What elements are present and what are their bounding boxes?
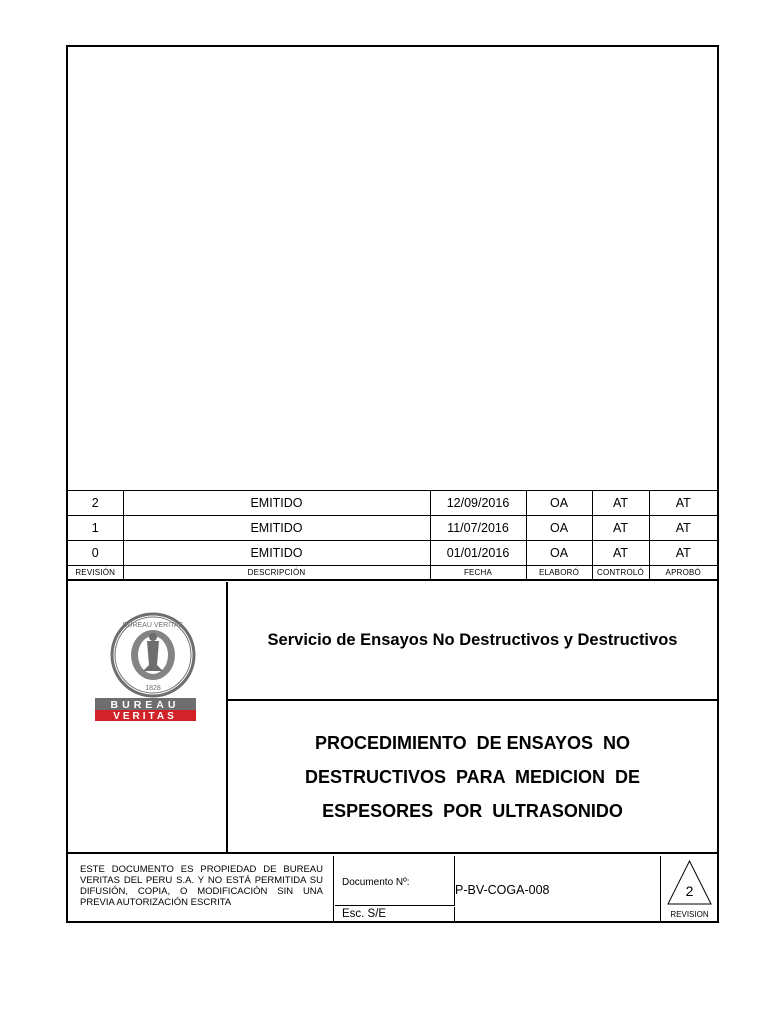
rev-elaboro: OA [526,516,592,541]
rev-elaboro: OA [526,491,592,516]
triangle-icon [667,860,712,908]
rev-aprobo: AT [649,491,717,516]
rev-description: EMITIDO [123,541,430,566]
scale-label: Esc. S/E [335,907,455,923]
rev-description: EMITIDO [123,491,430,516]
document-number-label: Documento Nº: [335,856,455,906]
rev-number: 0 [68,541,123,566]
procedure-line-1: PROCEDIMIENTO DE ENSAYOS NO [314,732,631,753]
rev-controlo: AT [592,516,649,541]
header-revision: REVISIÓN [68,566,123,581]
procedure-line-2: DESTRUCTIVOS PARA MEDICION DE [304,766,641,787]
title-block [68,582,717,856]
rev-controlo: AT [592,491,649,516]
rev-date: 11/07/2016 [430,516,526,541]
document-code: P-BV-COGA-008 [455,883,550,897]
logo-word-bureau: BUREAU [110,699,180,711]
rev-number: 2 [68,491,123,516]
bureau-veritas-logo [68,582,226,852]
rev-date: 12/09/2016 [430,491,526,516]
header-elaboro: ELABORÓ [526,566,592,581]
header-description: DESCRIPCIÓN [123,566,430,581]
procedure-line-3: ESPESORES POR ULTRASONIDO [322,800,623,821]
table-row [68,491,717,516]
table-header-row [68,566,717,581]
revision-number: 2 [685,883,694,899]
revision-label: REVISION [670,910,709,919]
header-date: FECHA [430,566,526,581]
property-notice: ESTE DOCUMENTO ES PROPIEDAD DE BUREAU VERITAS DEL PERU S.A. Y NO ESTÁ PERMITIDA SU DIFUSIÓN, COPIA, O MODIFICACIÓN SIN UNA PREVIA AUTORIZACIÓN ESCRITA [68,856,334,923]
revision-box [660,856,718,923]
rev-elaboro: OA [526,541,592,566]
procedure-title [228,701,717,852]
logo-cell [68,582,228,852]
seal-text: BUREAU VERITAS [122,622,184,629]
rev-aprobo: AT [649,541,717,566]
blank-area [68,47,717,490]
rev-number: 1 [68,516,123,541]
rev-controlo: AT [592,541,649,566]
header-controlo: CONTROLÓ [592,566,649,581]
document-frame [66,45,719,923]
rev-description: EMITIDO [123,516,430,541]
divider [68,852,717,854]
document-footer [68,856,717,923]
logo-word-veritas: VERITAS [113,711,177,722]
table-row [68,541,717,566]
header-aprobo: APROBÓ [649,566,717,581]
rev-aprobo: AT [649,516,717,541]
seal-year: 1828 [145,685,161,692]
table-row [68,516,717,541]
service-title: Servicio de Ensayos No Destructivos y Destructivos [228,582,717,701]
rev-date: 01/01/2016 [430,541,526,566]
revision-table [68,490,717,581]
